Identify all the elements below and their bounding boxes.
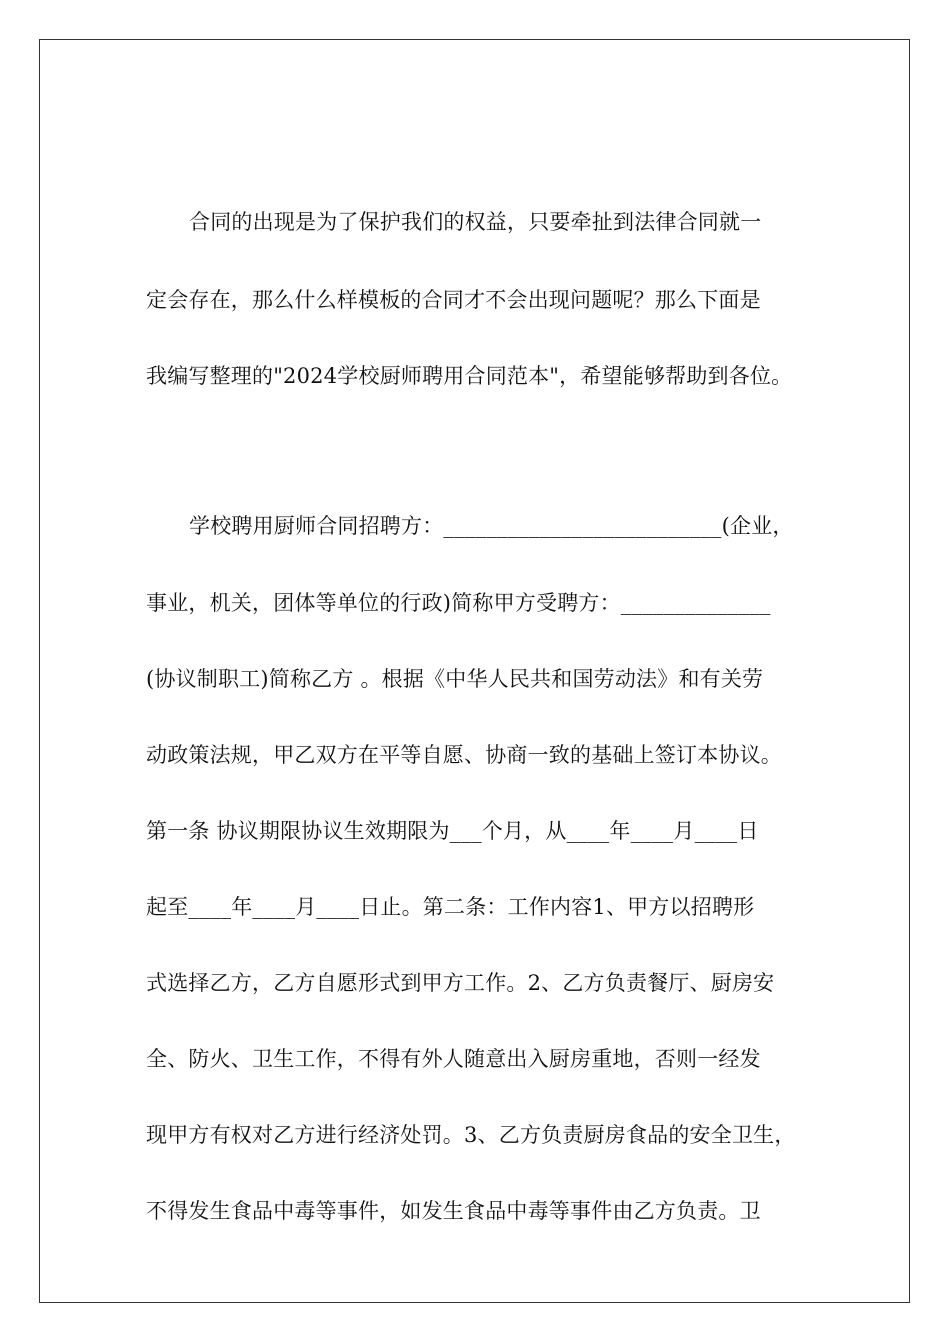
body-line-8: 全、防火、卫生工作，不得有外人随意出入厨房重地，否则一经发 [146, 1047, 761, 1071]
body-line-7: 式选择乙方，乙方自愿形式到甲方工作。2、乙方负责餐厅、厨房安 [146, 971, 775, 995]
body-line-4: 动政策法规，甲乙双方在平等自愿、协商一致的基础上签订本协议。 [146, 743, 782, 767]
body-line-1: 学校聘用厨师合同招聘方：__________________________(企业， [189, 514, 794, 538]
body-line-6: 起至____年____月____日止。第二条：工作内容1、甲方以招聘形 [146, 895, 755, 919]
body-line-10: 不得发生食品中毒等事件，如发生食品中毒等事件由乙方负责。卫 [146, 1199, 761, 1223]
intro-line-2: 定会存在，那么什么样模板的合同才不会出现问题呢？那么下面是 [146, 288, 761, 312]
body-line-5: 第一条 协议期限协议生效期限为___个月，从____年____月____日 [146, 819, 759, 843]
body-line-3: (协议制职工)简称乙方 。根据《中华人民共和国劳动法》和有关劳 [146, 667, 764, 691]
intro-line-1: 合同的出现是为了保护我们的权益，只要牵扯到法律合同就一 [189, 210, 762, 234]
body-line-2: 事业，机关，团体等单位的行政)简称甲方受聘方：______________ [146, 591, 771, 615]
body-line-9: 现甲方有权对乙方进行经济处罚。3、乙方负责厨房食品的安全卫生， [146, 1123, 796, 1147]
intro-line-3: 我编写整理的"2024学校厨师聘用合同范本"，希望能够帮助到各位。 [146, 364, 793, 388]
